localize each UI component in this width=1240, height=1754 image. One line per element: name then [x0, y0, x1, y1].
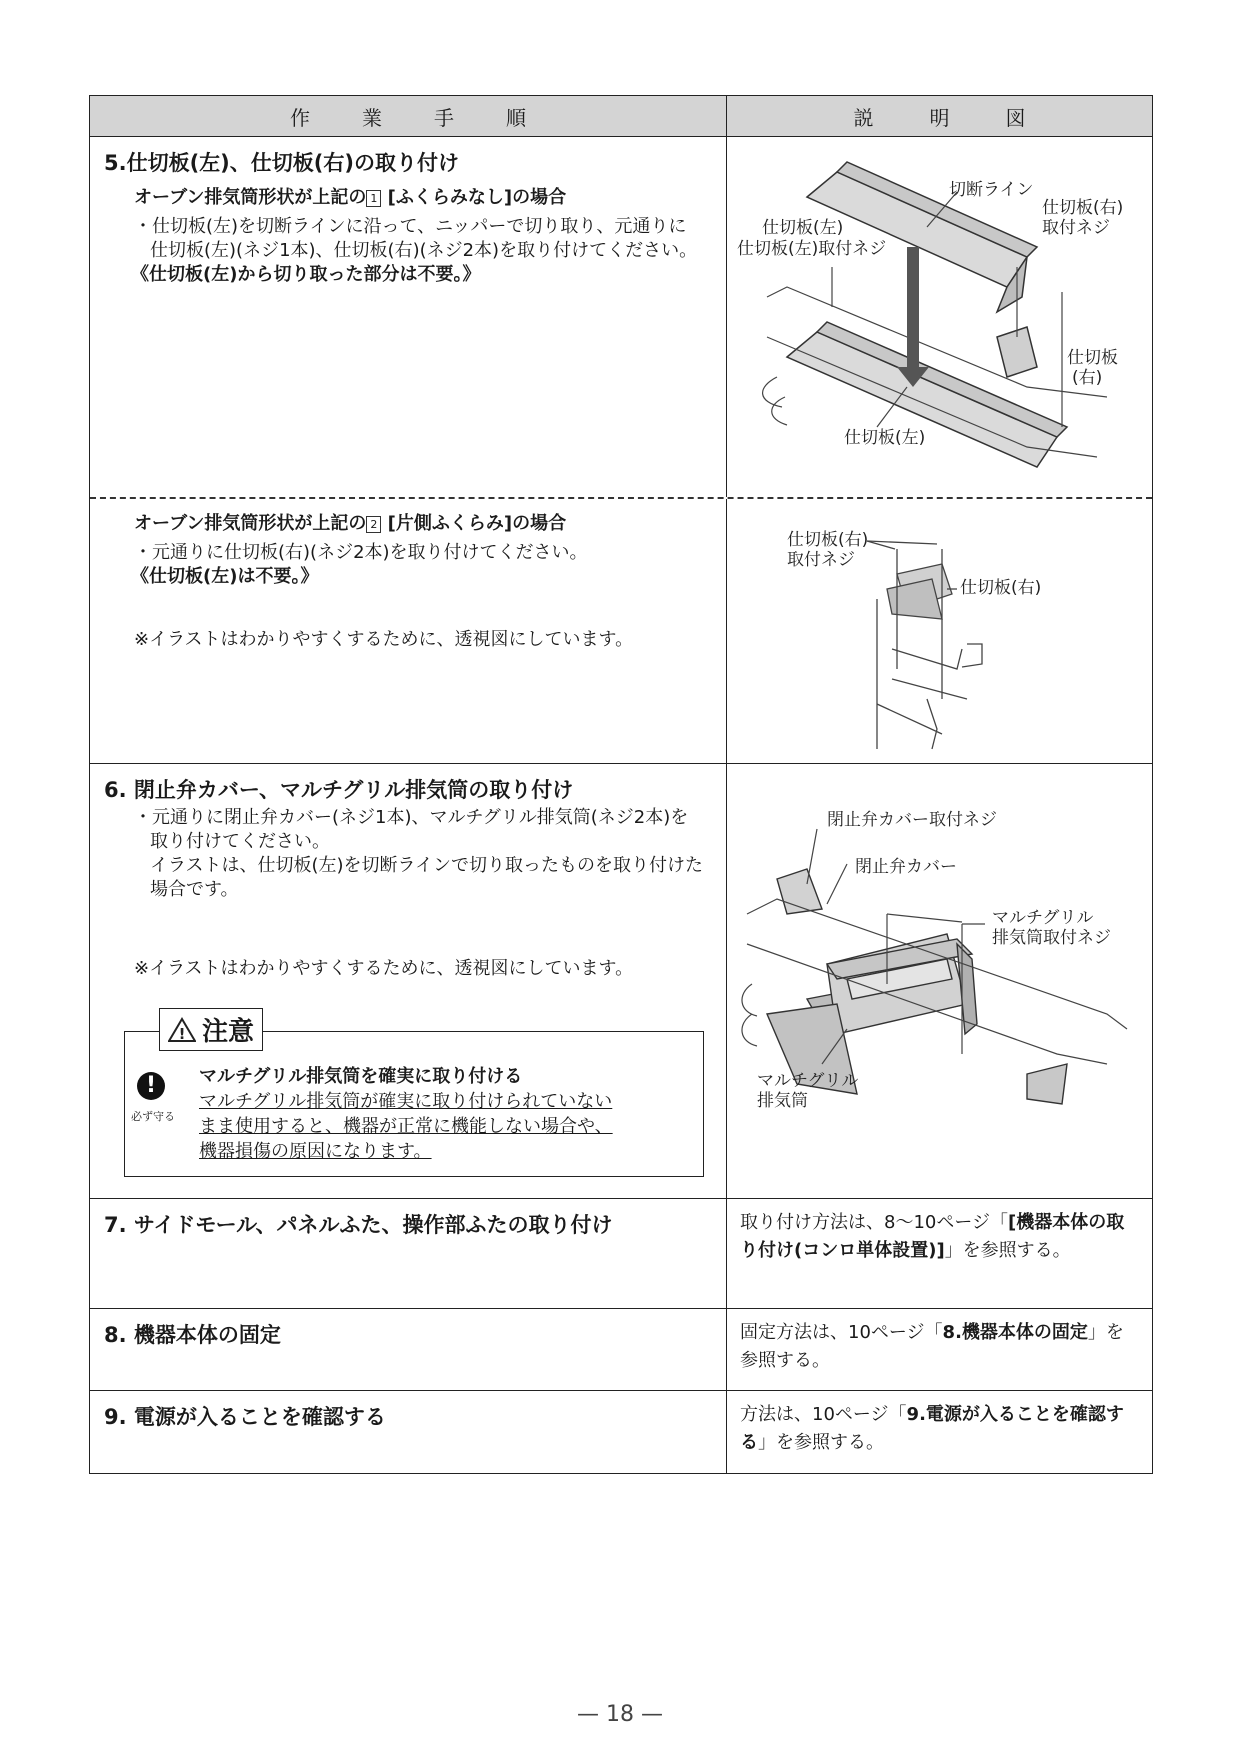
caution-title: ! 注意	[159, 1008, 263, 1051]
must-follow-label: 必ず守る	[131, 1110, 175, 1123]
warning-triangle-icon	[168, 1017, 196, 1043]
label-right-plate-2: (右)	[1072, 368, 1103, 388]
label-valve-cover: 閉止弁カバー	[855, 857, 957, 877]
step5-case-a-heading: オーブン排気筒形状が上記の 1 [ふくらみなし]の場合	[134, 187, 567, 208]
step5-case-b-note: 《仕切板(左)は不要。》	[131, 566, 319, 587]
figure-5a	[727, 137, 1152, 497]
label-grill-screw-2: 排気筒取付ネジ	[992, 928, 1111, 948]
label-grill-screw-1: マルチグリル	[992, 908, 1094, 928]
label-left-plate-bottom: 仕切板(左)	[844, 428, 926, 448]
step9-row	[90, 1391, 1152, 1473]
figure-5a-drawing	[727, 137, 1151, 499]
label-left-plate: 仕切板(左)	[762, 218, 844, 238]
step5-case-b-text: ・元通りに仕切板(右)(ネジ2本)を取り付けてください。	[134, 542, 588, 563]
label-right-screw-2: 取付ネジ	[1042, 218, 1110, 238]
step7-title: 7. サイドモール、パネルふた、操作部ふたの取り付け	[104, 1213, 613, 1237]
caution-text-2: まま使用すると、機器が正常に機能しない場合や、	[199, 1116, 613, 1137]
step5-row-b	[90, 499, 1152, 764]
figure-6	[727, 764, 1152, 1198]
label-cut-line: 切断ライン	[949, 180, 1034, 200]
header-procedure: 作 業 手 順	[90, 96, 727, 136]
step8-row	[90, 1309, 1152, 1391]
step5-case-a-text: ・仕切板(左)を切断ラインに沿って、ニッパーで切り取り、元通りに仕切板(左)(ネジ1本)、仕切板(右)(ネジ2本)を取り付けてください。	[134, 216, 698, 261]
label-left-plate-screw: 仕切板(左)取付ネジ	[737, 239, 887, 259]
step8-title: 8. 機器本体の固定	[104, 1323, 281, 1347]
step5-row-a	[90, 137, 1152, 499]
step7-reference: 取り付け方法は、8〜10ページ「[機器本体の取り付け(コンロ単体設置)]」を参照する。	[740, 1212, 1125, 1261]
label-grill-exhaust-2: 排気筒	[757, 1091, 808, 1111]
procedure-table	[89, 95, 1153, 1474]
must-follow-icon: !	[137, 1072, 165, 1100]
step8-reference: 固定方法は、10ページ「8.機器本体の固定」を参照する。	[740, 1322, 1124, 1371]
label-right-screw-b2: 取付ネジ	[787, 550, 855, 570]
page-number: — 18 —	[577, 1702, 663, 1727]
label-right-plate-b: 仕切板(右)	[960, 578, 1042, 598]
caution-text-1: マルチグリル排気筒が確実に取り付けられていない	[199, 1091, 613, 1112]
caution-heading: マルチグリル排気筒を確実に取り付ける	[199, 1066, 523, 1087]
step6-text-2: イラストは、仕切板(左)を切断ラインで切り取ったものを取り付けた場合です。	[150, 855, 703, 900]
step6-title: 6. 閉止弁カバー、マルチグリル排気筒の取り付け	[104, 778, 574, 802]
caution-text-3: 機器損傷の原因になります。	[199, 1141, 432, 1162]
step5-title: 5.仕切板(左)、仕切板(右)の取り付け	[104, 151, 459, 175]
caution-box	[124, 1017, 704, 1177]
svg-text:!: !	[178, 1024, 186, 1043]
label-valve-cover-screw: 閉止弁カバー取付ネジ	[827, 810, 997, 830]
label-right-plate-1: 仕切板	[1067, 348, 1118, 368]
step9-reference: 方法は、10ページ「9.電源が入ることを確認する」を参照する。	[740, 1404, 1124, 1453]
label-right-screw-b1: 仕切板(右)	[787, 530, 869, 550]
step5-case-a-note: 《仕切板(左)から切り取った部分は不要。》	[131, 264, 481, 285]
step6-row	[90, 764, 1152, 1199]
step9-title: 9. 電源が入ることを確認する	[104, 1405, 386, 1429]
step6-perspective-note: ※イラストはわかりやすくするために、透視図にしています。	[134, 958, 634, 979]
step5-case-b-heading: オーブン排気筒形状が上記の 2 [片側ふくらみ]の場合	[134, 513, 567, 534]
step5-perspective-note: ※イラストはわかりやすくするために、透視図にしています。	[134, 629, 634, 650]
step6-text-1: ・元通りに閉止弁カバー(ネジ1本)、マルチグリル排気筒(ネジ2本)を取り付けてください。	[134, 807, 689, 852]
label-right-screw-1: 仕切板(右)	[1042, 198, 1124, 218]
label-grill-exhaust-1: マルチグリル	[757, 1071, 859, 1091]
figure-5b	[727, 499, 1152, 763]
step7-row	[90, 1199, 1152, 1309]
header-figure: 説 明 図	[853, 105, 1026, 130]
table-header	[90, 96, 1152, 137]
